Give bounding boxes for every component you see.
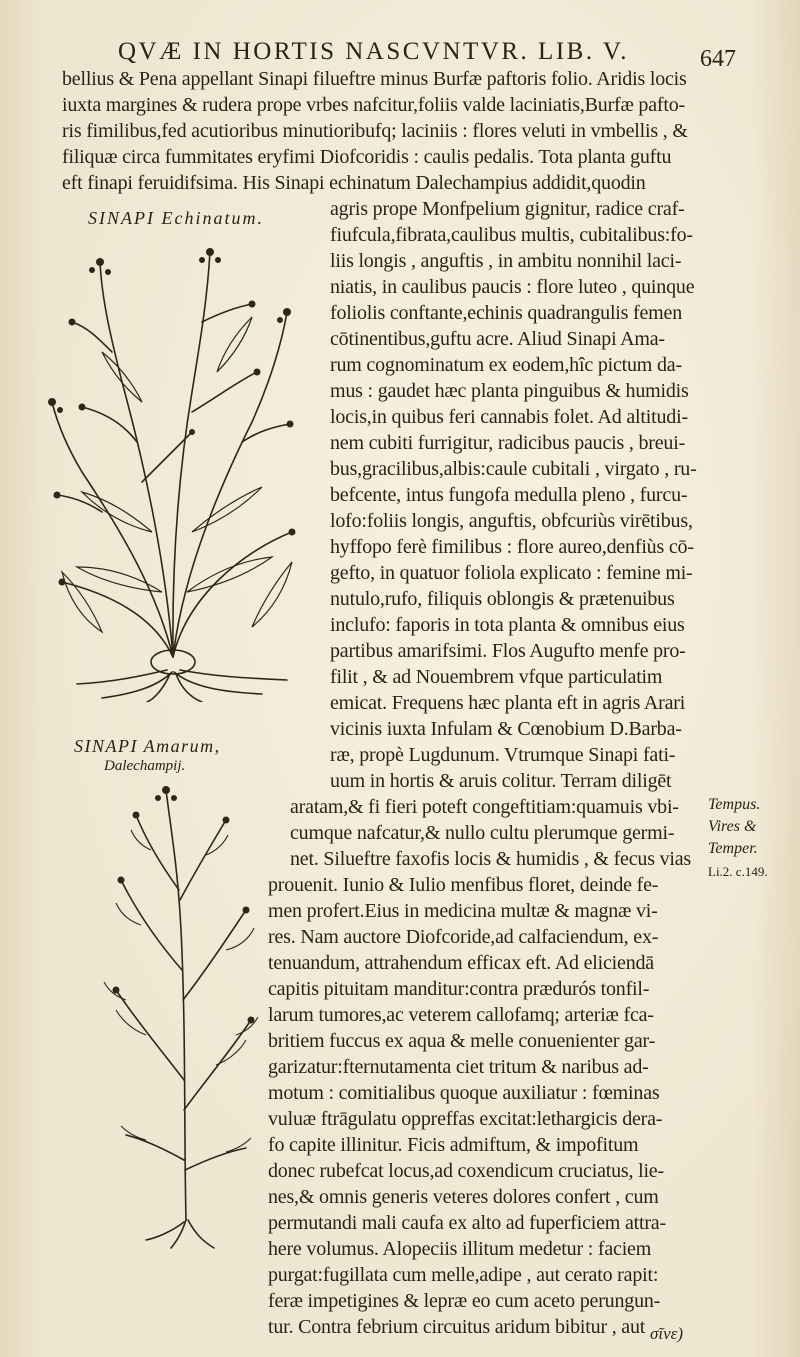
text-line-24: filit , & ad Nouembrem vfque particulatim	[330, 666, 663, 688]
text-line-37: larum tumores,ac veterem callofamq; arteriæ fca-	[268, 1004, 654, 1026]
text-line-23: partibus amarifsimi. Flos Augufto menfe pro-	[330, 640, 686, 662]
text-line-30: cumque nafcatur,& nullo cultu plerumque germi-	[290, 822, 675, 844]
text-line-45: permutandi mali caufa ex alto ad fuperficiem attra-	[268, 1212, 666, 1234]
text-line-5: eft finapi feruidifsima. His Sinapi echinatum Dalechampius addidit,quodin	[62, 172, 646, 194]
running-head: QVÆ IN HORTIS NASCVNTVR. LIB. V.	[118, 38, 629, 65]
text-line-27: ræ, propè Lugdunum. Vtrumque Sinapi fati-	[330, 744, 676, 766]
text-line-47: purgat:fugillata cum melle,adipe , aut cerato rapit:	[268, 1264, 659, 1286]
plant2-caption-author: Dalechampij.	[104, 758, 186, 774]
text-line-14: locis,in quibus feri cannabis folet. Ad altitudi-	[330, 406, 688, 428]
text-line-21: nutulo,rufo, filiquis oblongis & prætenuibus	[330, 588, 675, 610]
text-line-12: rum cognominatum ex eodem,hîc pictum da-	[330, 354, 682, 376]
text-line-34: res. Nam auctore Diofcoride,ad calfaciendum, ex-	[268, 926, 659, 948]
text-line-17: befcente, intus fungofa medulla pleno , furcu-	[330, 484, 688, 506]
sinapi-amarum-woodcut	[86, 780, 286, 1250]
text-line-19: hyffopo ferè fimilibus : flore aureo,denfiùs cō-	[330, 536, 694, 558]
text-line-3: ris fimilibus,fed acutioribus minutioribufq; laciniis : flores veluti in vmbellis , &	[62, 120, 688, 142]
text-line-38: britiem fuccus ex aqua & melle conuenienter gar-	[268, 1030, 656, 1052]
text-line-33: men profert.Eius in medicina multæ & magnæ vi-	[268, 900, 658, 922]
text-line-28: uum in hortis & aruis colitur. Terram diligēt	[330, 770, 672, 792]
text-line-31: net. Silueftre faxofis locis & humidis , & fecus vias	[290, 848, 691, 870]
text-line-9: niatis, in caulibus paucis : flore luteo , quinque	[330, 276, 695, 298]
margin-note-temper: Temper.	[708, 840, 758, 857]
text-line-49: tur. Contra febrium circuitus aridum bibitur , aut	[268, 1316, 646, 1338]
text-line-43: donec rubefcat locus,ad coxendicum cruciatus, lie-	[268, 1160, 664, 1182]
margin-note-tempus: Tempus.	[708, 796, 761, 813]
text-line-41: vuluæ ftrāgulatu oppreffas excitat:lethargicis dera-	[268, 1108, 663, 1130]
text-line-39: garizatur:fternutamenta ciet tritum & naribus ad-	[268, 1056, 649, 1078]
catchword: σῖνε)	[650, 1324, 684, 1343]
margin-note-reference: Li.2. c.149.	[708, 864, 768, 879]
text-line-35: tenuandum, attrahendum efficax eft. Ad eliciendā	[268, 952, 654, 974]
plant1-caption: SINAPI Echinatum.	[88, 208, 264, 228]
text-line-46: here volumus. Alopeciis illitum medetur : faciem	[268, 1238, 652, 1260]
text-line-4: filiquæ circa fummitates eryfimi Diofcoridis : caulis pedalis. Tota planta guftu	[62, 146, 672, 168]
text-line-7: fiufcula,fibrata,caulibus multis, cubitalibus:fo-	[330, 224, 693, 246]
text-line-8: liis longis , anguftis , in ambitu nonnihil laci-	[330, 250, 682, 272]
text-line-11: cōtinentibus,guftu acre. Aliud Sinapi Ama-	[330, 328, 665, 350]
text-line-29: aratam,& fi fieri poteft congeftitiam:quamuis vbi-	[290, 796, 679, 818]
margin-note-vires: Vires &	[708, 818, 757, 835]
text-line-16: bus,gracilibus,albis:caule cubitali , virgato , ru-	[330, 458, 697, 480]
text-line-26: vicinis iuxta Infulam & Cœnobium D.Barba-	[330, 718, 682, 740]
text-line-6: agris prope Monfpelium gignitur, radice craf-	[330, 198, 685, 220]
text-line-1: bellius & Pena appellant Sinapi filueftre minus Burfæ paftoris folio. Aridis locis	[62, 68, 687, 90]
text-line-40: motum : comitialibus quoque auxiliatur : fœminas	[268, 1082, 660, 1104]
text-line-48: feræ impetigines & lepræ eo cum aceto perungun-	[268, 1290, 661, 1312]
sinapi-echinatum-woodcut	[42, 232, 302, 702]
text-line-36: capitis pituitam manditur:contra prædurós tonfil-	[268, 978, 650, 1000]
text-line-2: iuxta margines & rudera prope vrbes nafcitur,foliis valde laciniatis,Burfæ pafto-	[62, 94, 685, 116]
text-line-18: lofo:foliis longis, anguftis, obfcuriùs virētibus,	[330, 510, 693, 532]
text-line-13: mus : gaudet hæc planta pinguibus & humidis	[330, 380, 689, 402]
text-line-22: inclufo: faporis in tota planta & omnibus eius	[330, 614, 685, 636]
text-line-20: gefto, in quatuor foliola explicato : femine mi-	[330, 562, 693, 584]
plant2-caption: SINAPI Amarum,	[74, 736, 221, 756]
text-line-25: emicat. Frequens hæc planta eft in agris Arari	[330, 692, 686, 714]
page-number: 647	[700, 46, 736, 72]
text-line-10: foliolis conftante,echinis quadrangulis femen	[330, 302, 683, 324]
text-line-15: nem cubiti furrigitur, radicibus paucis , breui-	[330, 432, 686, 454]
text-line-44: nes,& omnis generis veteres dolores confert , cum	[268, 1186, 659, 1208]
text-line-42: fo capite illinitur. Ficis admiftum, & impofitum	[268, 1134, 639, 1156]
text-line-32: prouenit. Iunio & Iulio menfibus floret, deinde fe-	[268, 874, 659, 896]
